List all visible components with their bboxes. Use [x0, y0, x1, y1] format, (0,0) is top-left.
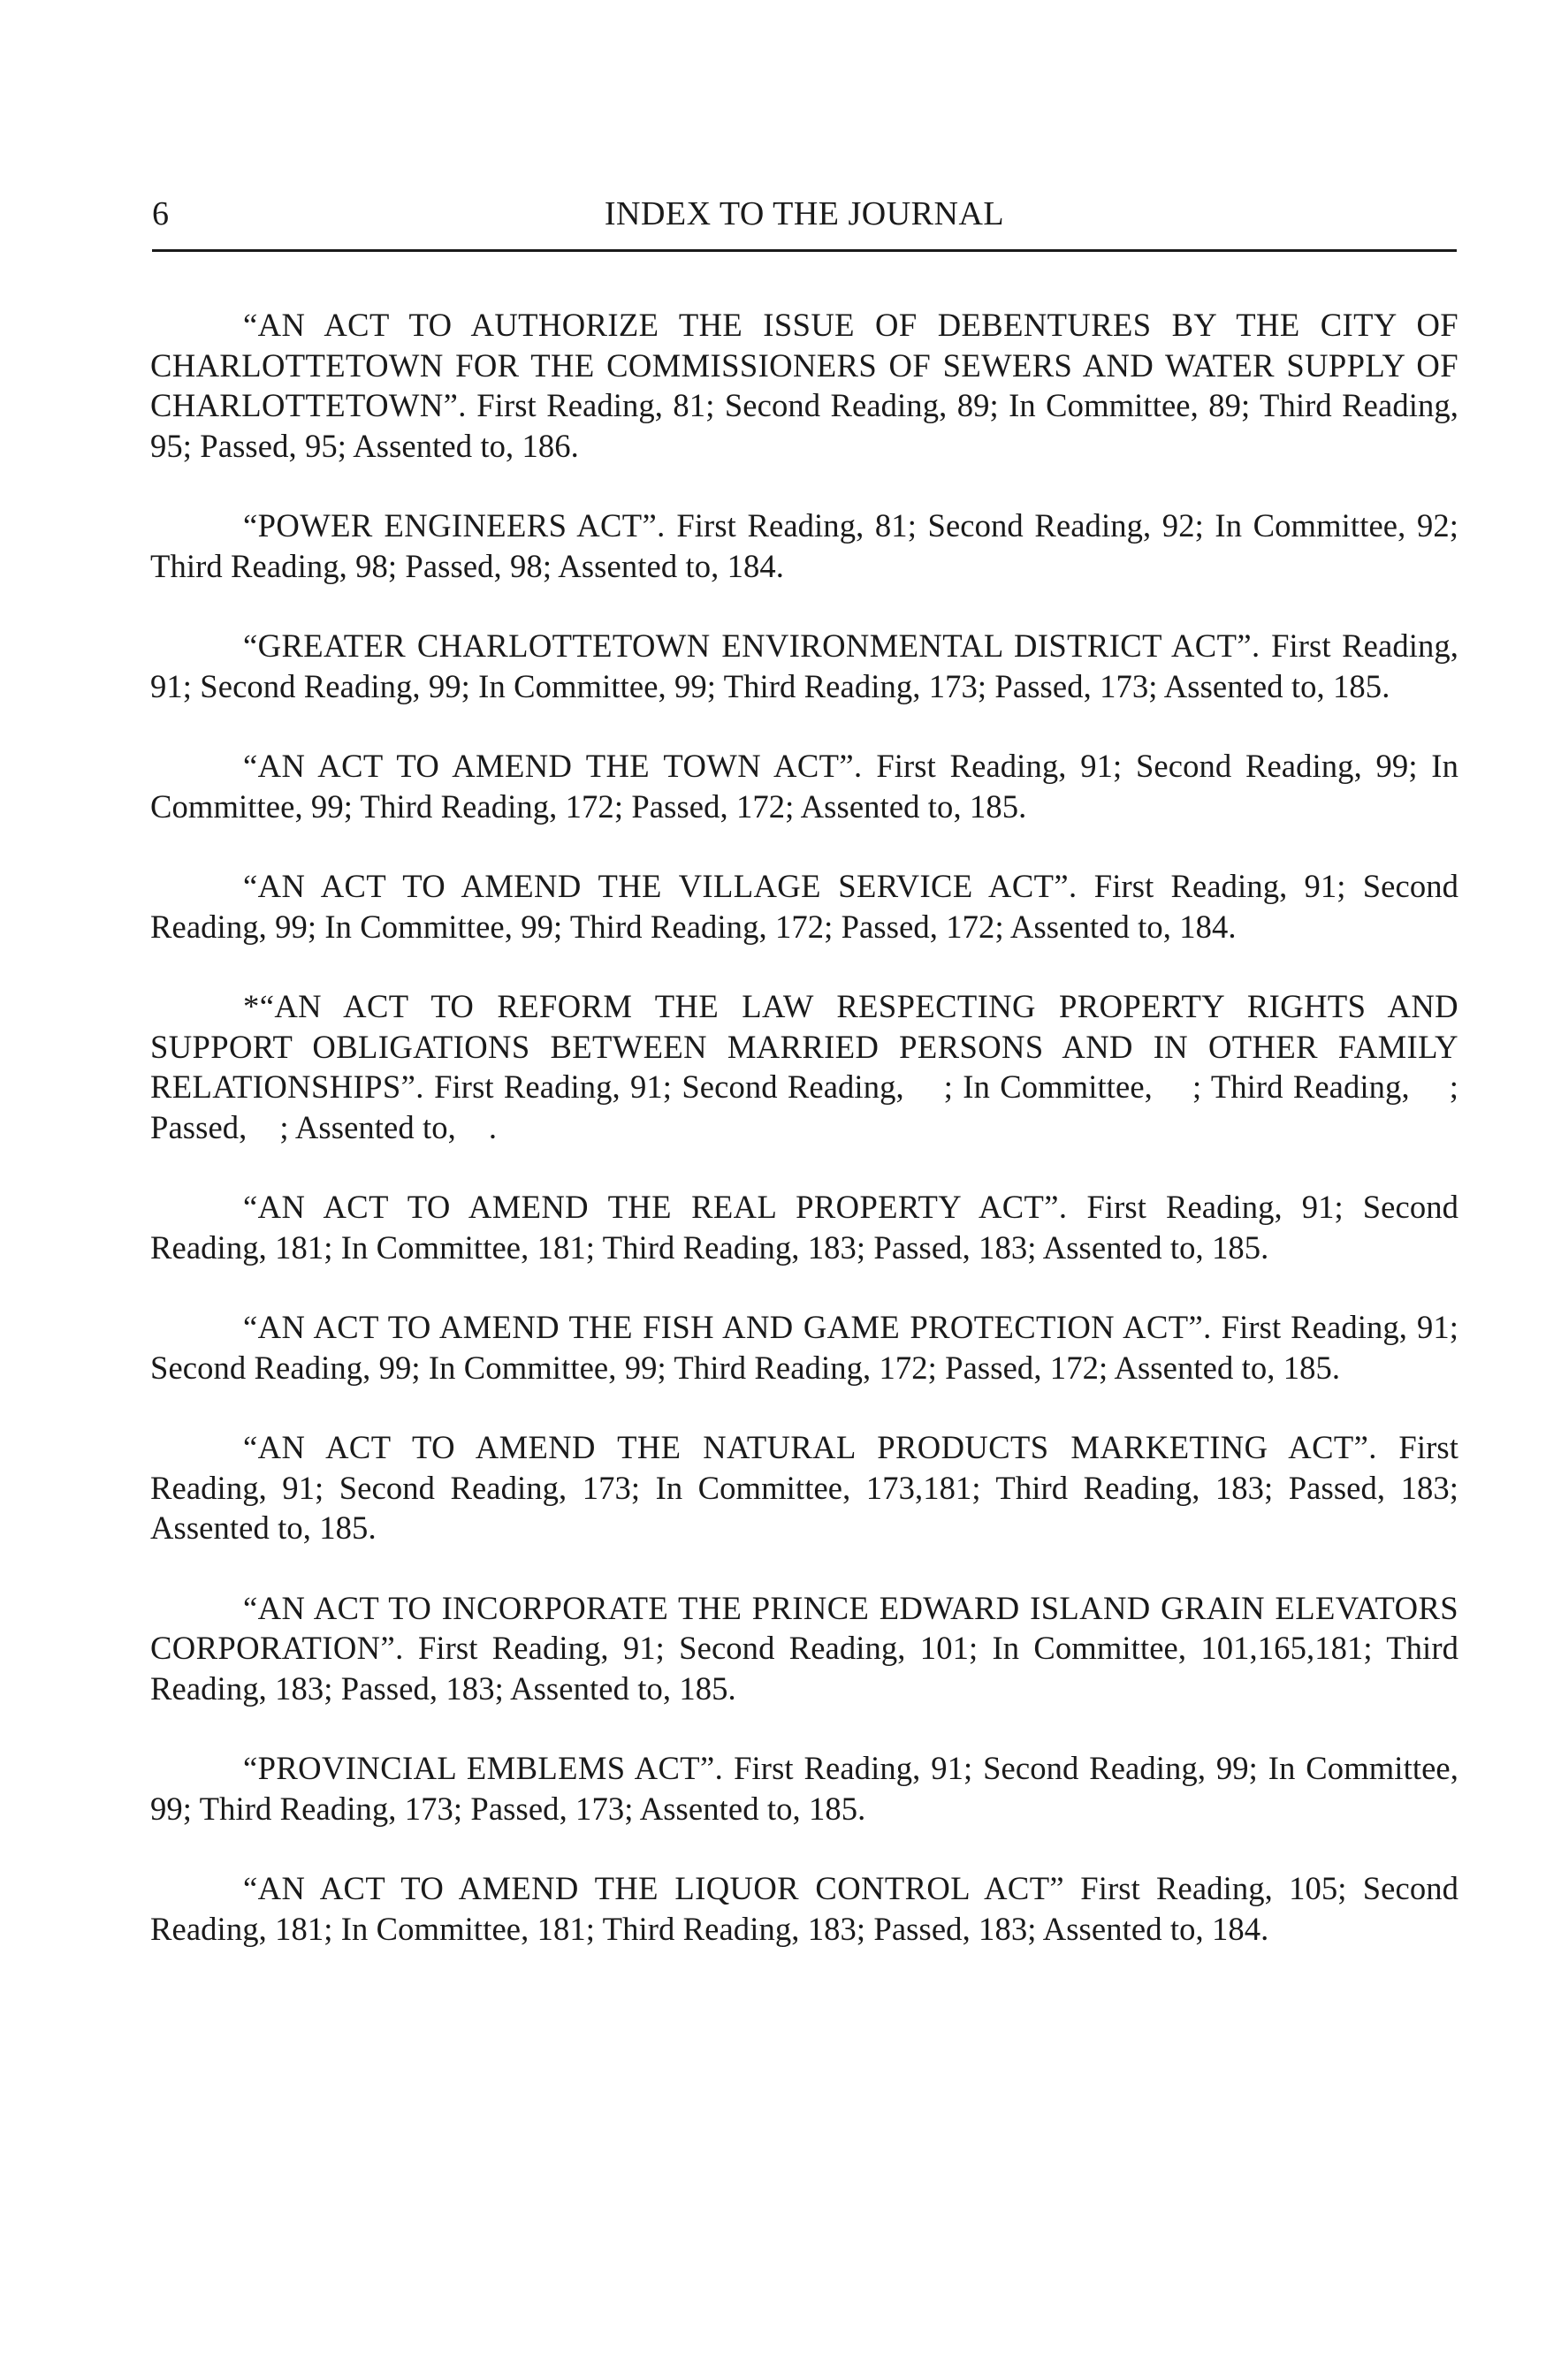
act-readings: First Reading, 91; Second Reading, 99; In Committee, 99; Third Reading, 172; Passed, 172; Assented to, 184. — [150, 868, 1458, 945]
act-readings: First Reading, 91; Second Reading, 99; In Committee, 99; Third Reading, 173; Passed, 173; Assented to, 185. — [150, 627, 1459, 704]
act-title: “AN ACT TO AMEND THE FISH AND GAME PROTECTION ACT”. — [243, 1309, 1212, 1345]
act-title: “AN ACT TO AMEND THE LIQUOR CONTROL ACT” — [243, 1870, 1065, 1906]
act-readings: First Reading, 91; Second Reading, 101; In Committee, 101,165,181; Third Reading, 183; Passed, 183; Assented to, 185. — [150, 1630, 1458, 1707]
index-entry — [150, 746, 1458, 826]
act-title: “AN ACT TO AMEND THE TOWN ACT”. — [243, 748, 863, 784]
header-rule — [152, 249, 1457, 252]
act-readings: First Reading, 91; Second Reading, 181; In Committee, 181; Third Reading, 183; Passed, 183; Assented to, 185. — [150, 1189, 1458, 1266]
act-title: “AN ACT TO AMEND THE REAL PROPERTY ACT”. — [243, 1189, 1068, 1225]
act-readings: First Reading, 91; Second Reading, 99; In Committee, 99; Third Reading, 173; Passed, 173; Assented to, 185. — [150, 1750, 1459, 1827]
act-readings: First Reading, 81; Second Reading, 92; In Committee, 92; Third Reading, 98; Passed, 98; Assented to, 184. — [150, 507, 1458, 584]
index-entry — [150, 1427, 1458, 1548]
act-title: “POWER ENGINEERS ACT”. — [243, 507, 666, 544]
act-readings: First Reading, 81; Second Reading, 89; In Committee, 89; Third Reading, 95; Passed, 95; Assented to, 186. — [150, 387, 1458, 464]
act-title: “AN ACT TO AMEND THE VILLAGE SERVICE ACT”. — [243, 868, 1078, 904]
act-title: *“AN ACT TO REFORM THE LAW RESPECTING PROPERTY RIGHTS AND SUPPORT OBLIGATIONS BETWEEN MARRIED PERSONS AND IN OTHER FAMILY RELATIONSHIPS”. — [150, 988, 1458, 1105]
index-entry — [150, 1868, 1458, 1949]
page-header — [152, 187, 1457, 240]
running-title: INDEX TO THE JOURNAL — [604, 195, 1005, 232]
index-entry — [150, 986, 1467, 1147]
act-title: “GREATER CHARLOTTETOWN ENVIRONMENTAL DISTRICT ACT”. — [243, 627, 1260, 664]
act-readings: First Reading, 105; Second Reading, 181; In Committee, 181; Third Reading, 183; Passed, 183; Assented to, 184. — [150, 1870, 1458, 1947]
index-entry — [150, 305, 1458, 466]
index-entry — [150, 1307, 1458, 1388]
act-readings: First Reading, 91; Second Reading, 173; In Committee, 173,181; Third Reading, 183; Passed, 183; Assented to, 185. — [150, 1429, 1458, 1546]
act-title: “AN ACT TO AMEND THE NATURAL PRODUCTS MARKETING ACT”. — [243, 1429, 1377, 1465]
act-title: “PROVINCIAL EMBLEMS ACT”. — [243, 1750, 724, 1786]
act-readings: First Reading, 91; Second Reading, 99; In Committee, 99; Third Reading, 172; Passed, 172; Assented to, 185. — [150, 1309, 1458, 1386]
page-number: 6 — [152, 195, 169, 232]
act-title: “AN ACT TO INCORPORATE THE PRINCE EDWARD ISLAND GRAIN ELEVATORS CORPORATION”. — [150, 1589, 1458, 1666]
index-entries — [150, 305, 1467, 1988]
index-entry — [150, 1187, 1458, 1267]
act-readings: First Reading, 91; Second Reading, 99; In Committee, 99; Third Reading, 172; Passed, 172; Assented to, 185. — [150, 748, 1458, 825]
index-entry — [150, 1588, 1458, 1709]
index-entry — [150, 866, 1458, 947]
act-title: “AN ACT TO AUTHORIZE THE ISSUE OF DEBENTURES BY THE CITY OF CHARLOTTETOWN FOR THE COMMISSIONERS OF SEWERS AND WATER SUPPLY OF CHARLOTTETOWN”. — [150, 307, 1458, 423]
act-readings: First Reading, 91; Second Reading, ; In Committee, ; Third Reading, ; Passed, ; Assented to, . — [150, 1068, 1467, 1145]
index-entry — [150, 626, 1458, 706]
index-entry — [150, 506, 1458, 586]
index-entry — [150, 1748, 1458, 1829]
